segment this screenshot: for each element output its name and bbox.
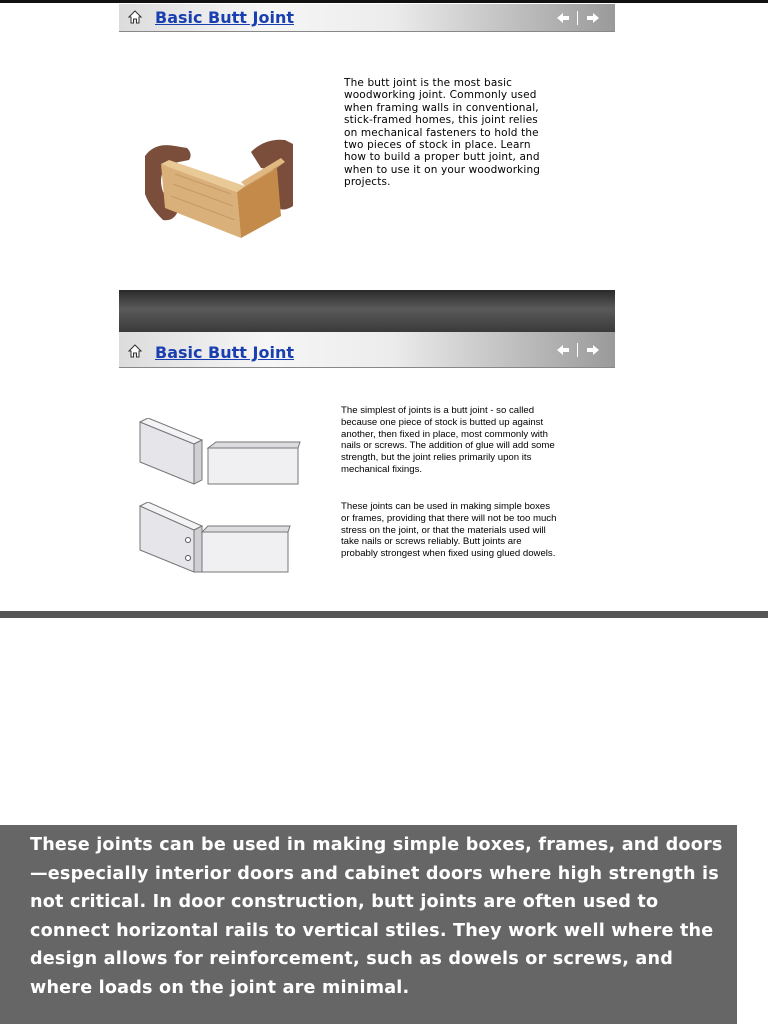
arrow-right-icon[interactable] — [585, 342, 601, 358]
definition-paragraph: The simplest of joints is a butt joint - so called because one piece of stock is butted up against another, then fixed in place, most commonly with nails or screws. The addition of glue will add some strength, but the joint relies primarily upon its mechanical fixings. — [341, 405, 555, 475]
caption-panel — [0, 825, 737, 1024]
nav-separator — [577, 11, 578, 25]
page-title-link-1[interactable]: Basic Butt Joint — [155, 8, 294, 27]
butt-joint-photo — [145, 134, 295, 242]
home-icon[interactable] — [128, 344, 142, 358]
nav-controls-2 — [555, 342, 601, 358]
intro-paragraph: The butt joint is the most basic woodworking joint. Commonly used when framing walls in conventional, stick-framed homes, this joint relies on mechanical fasteners to hold the two pieces of stock in place. Learn how to build a proper butt joint, and when to use it on your woodworking projects. — [344, 77, 541, 189]
butt-joint-separated-diagram — [138, 418, 304, 490]
usage-paragraph: These joints can be used in making simple boxes or frames, providing that there will not be too much stress on the joint, or that the materials used will take nails or screws reliably. Butt joints are probably strongest when fixed using glued dowels. — [341, 501, 557, 560]
header-bar-1 — [119, 4, 615, 32]
arrow-left-icon[interactable] — [555, 10, 571, 26]
butt-joint-fastened-diagram — [136, 502, 292, 578]
nav-separator — [577, 343, 578, 357]
arrow-left-icon[interactable] — [555, 342, 571, 358]
nav-controls-1 — [555, 10, 601, 26]
section-divider — [0, 611, 768, 618]
nail-icon — [186, 538, 191, 543]
page-title-link-2[interactable]: Basic Butt Joint — [155, 343, 294, 362]
dark-divider-band — [119, 290, 615, 332]
top-border — [0, 0, 768, 3]
home-icon[interactable] — [128, 10, 142, 24]
nail-icon — [186, 556, 191, 561]
arrow-right-icon[interactable] — [585, 10, 601, 26]
header-bar-2 — [119, 332, 615, 368]
caption-text: These joints can be used in making simple boxes, frames, and doors—especially interior doors and cabinet doors where high strength is not critical. In door construction, butt joints are often used to connect horizontal rails to vertical stiles. They work well where the design allows for reinforcement, such as dowels or screws, and where loads on the joint are minimal. — [30, 835, 723, 998]
